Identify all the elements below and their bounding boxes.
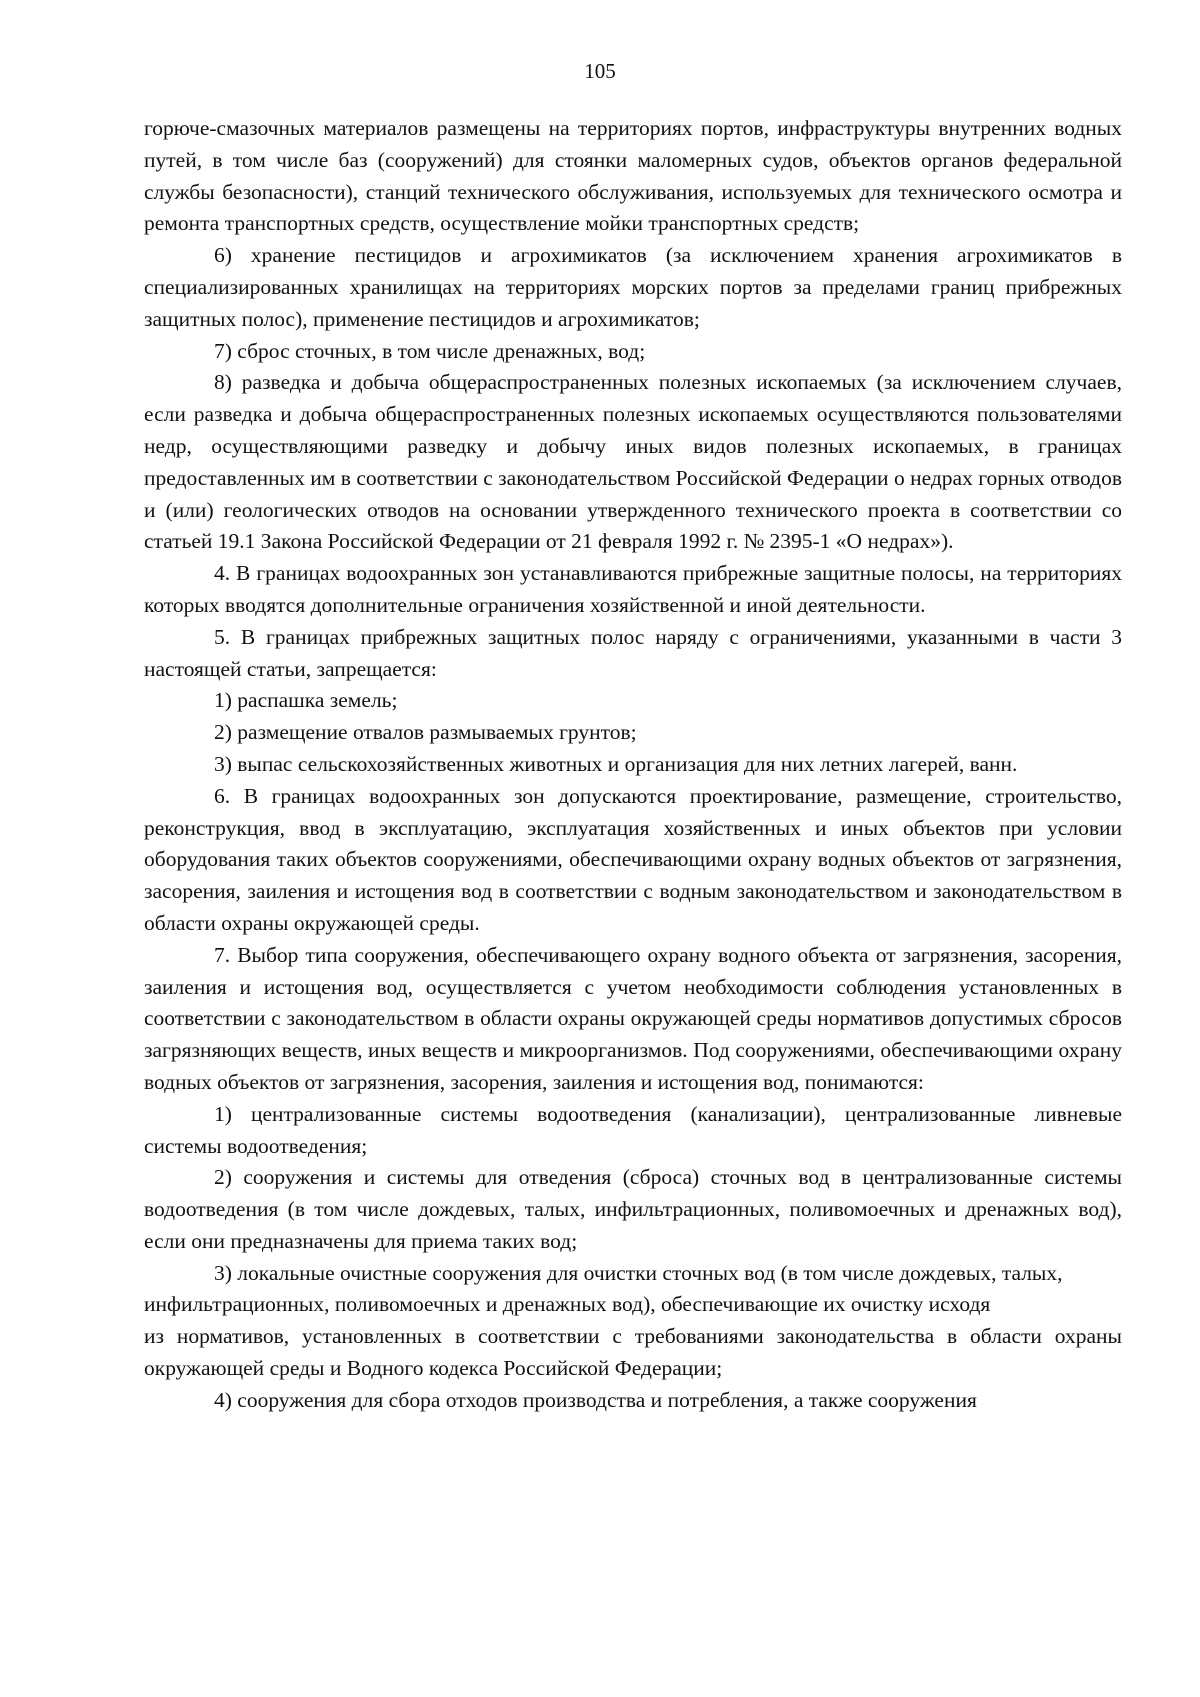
paragraph-clause-5-item-3: 3) выпас сельскохозяйственных животных и организация для них летних лагерей, ванн. — [214, 751, 1018, 776]
paragraph-clause-7-item-3-continued: из нормативов, установленных в соответствии с требованиями законодательства в области охраны окружающей среды и Водного кодекса Российской Федерации; — [144, 1324, 1122, 1381]
paragraph-clause-7-item-2: 2) сооружения и системы для отведения (сброса) сточных вод в централизованные системы водоотведения (в том числе дождевых, талых, инфильтрационных, поливомоечных и дренажных вод), если они предназначены для приема таких вод; — [144, 1165, 1122, 1253]
paragraph-clause-7: 7. Выбор типа сооружения, обеспечивающего охрану водного объекта от загрязнения, засорения, заиления и истощения вод, осуществляется с учетом необходимости соблюдения установленных в соответствии с законодательством в области охраны окружающей среды нормативов допустимых сбросов загрязняющих веществ, иных веществ и микроорганизмов. Под сооружениями, обеспечивающими охрану водных объектов от загрязнения, засорения, заиления и истощения вод, понимаются: — [144, 942, 1122, 1094]
paragraph-clause-5-item-1: 1) распашка земель; — [214, 688, 398, 713]
paragraph-continuation: горюче-смазочных материалов размещены на территориях портов, инфраструктуры внутренних водных путей, в том числе баз (сооружений) для стоянки маломерных судов, объектов органов федеральной службы безопасности), станций технического обслуживания, используемых для технического осмотра и ремонта транспортных средств, осуществление мойки транспортных средств; — [144, 116, 1122, 236]
paragraph-clause-5-item-2: 2) размещение отвалов размываемых грунтов; — [214, 720, 637, 745]
page-number: 105 — [584, 59, 616, 83]
paragraph-clause-7-item-4: 4) сооружения для сбора отходов производства и потребления, а также сооружения — [214, 1387, 977, 1412]
paragraph-clause-7-item-1: 1) централизованные системы водоотведения (канализации), централизованные ливневые системы водоотведения; — [144, 1101, 1122, 1158]
paragraph-item-7: 7) сброс сточных, в том числе дренажных, вод; — [214, 338, 646, 363]
document-body — [144, 113, 1122, 1417]
paragraph-clause-5: 5. В границах прибрежных защитных полос наряду с ограничениями, указанными в части 3 настоящей статьи, запрещается: — [144, 624, 1122, 681]
paragraph-clause-6: 6. В границах водоохранных зон допускаются проектирование, размещение, строительство, реконструкция, ввод в эксплуатацию, эксплуатация хозяйственных и иных объектов при условии оборудования таких объектов сооружениями, обеспечивающими охрану водных объектов от загрязнения, засорения, заиления и истощения вод в соответствии с водным законодательством и законодательством в области охраны окружающей среды. — [144, 783, 1122, 935]
paragraph-clause-4: 4. В границах водоохранных зон устанавливаются прибрежные защитные полосы, на территориях которых вводятся дополнительные ограничения хозяйственной и иной деятельности. — [144, 561, 1122, 617]
paragraph-item-6: 6) хранение пестицидов и агрохимикатов (за исключением хранения агрохимикатов в специализированных хранилищах на территориях морских портов за пределами границ прибрежных защитных полос), применение пестицидов и агрохимикатов; — [144, 243, 1122, 331]
paragraph-item-8: 8) разведка и добыча общераспространенных полезных ископаемых (за исключением случаев, если разведка и добыча общераспространенных полезных ископаемых осуществляются пользователями недр, осуществляющими разведку и добычу иных видов полезных ископаемых, в границах предоставленных им в соответствии с законодательством Российской Федерации о недрах горных отводов и (или) геологических отводов на основании утвержденного технического проекта в соответствии со статьей 19.1 Закона Российской Федерации от 21 февраля 1992 г. № 2395-1 «О недрах»). — [144, 370, 1122, 554]
paragraph-clause-7-item-3: 3) локальные очистные сооружения для очистки сточных вод (в том числе дождевых, талых, инфильтрационных, поливомоечных и дренажных вод), обеспечивающие их очистку исходя — [144, 1260, 1063, 1317]
